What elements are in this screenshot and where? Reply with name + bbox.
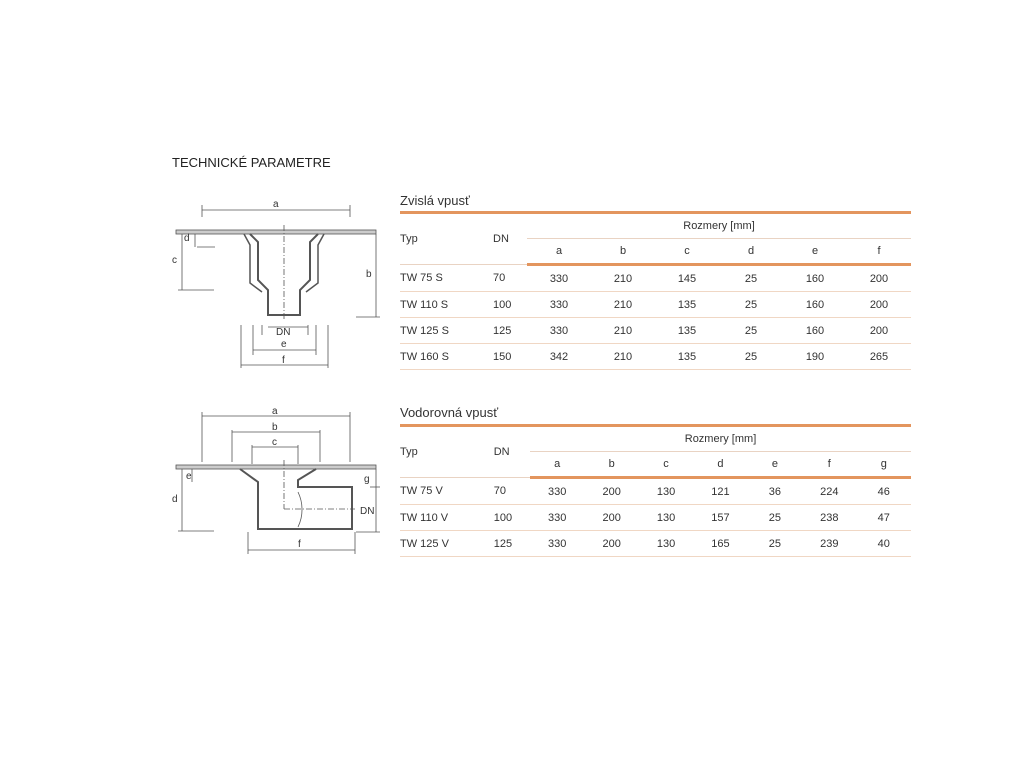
table-row <box>400 531 911 557</box>
cell-g: 40 <box>857 531 911 557</box>
cell-type: TW 75 S <box>400 265 493 292</box>
cell-e: 190 <box>783 344 847 370</box>
cell-c: 130 <box>639 531 693 557</box>
table-row <box>400 292 911 318</box>
label-a: a <box>272 406 278 417</box>
cell-dn: 100 <box>493 292 527 318</box>
cell-d: 165 <box>693 531 747 557</box>
label-dn: DN <box>276 327 291 338</box>
header-c: c <box>655 239 719 265</box>
vertical-drain-diagram <box>170 195 395 375</box>
horizontal-spec-table <box>400 424 911 557</box>
header-b: b <box>591 239 655 265</box>
cell-b: 200 <box>584 505 638 531</box>
label-e: e <box>186 471 192 482</box>
cell-c: 145 <box>655 265 719 292</box>
cell-e: 25 <box>748 505 802 531</box>
header-b: b <box>584 452 638 478</box>
cell-f: 200 <box>847 318 911 344</box>
cell-d: 25 <box>719 292 783 318</box>
cell-c: 130 <box>639 478 693 505</box>
cell-type: TW 110 S <box>400 292 493 318</box>
cell-dn: 70 <box>494 478 530 505</box>
cell-e: 36 <box>748 478 802 505</box>
header-dimensions: Rozmery [mm] <box>527 213 911 239</box>
cell-d: 25 <box>719 344 783 370</box>
header-dimensions: Rozmery [mm] <box>530 426 911 452</box>
header-d: d <box>719 239 783 265</box>
cell-b: 200 <box>584 478 638 505</box>
cell-dn: 125 <box>493 318 527 344</box>
label-a: a <box>273 199 279 210</box>
cell-e: 160 <box>783 292 847 318</box>
cell-dn: 100 <box>494 505 530 531</box>
label-c: c <box>272 437 277 448</box>
cell-a: 330 <box>527 265 591 292</box>
cell-f: 238 <box>802 505 856 531</box>
cell-c: 130 <box>639 505 693 531</box>
cell-a: 330 <box>530 478 584 505</box>
cell-e: 160 <box>783 318 847 344</box>
label-dn: DN <box>360 506 375 517</box>
label-b: b <box>366 269 372 280</box>
cell-type: TW 110 V <box>400 505 494 531</box>
cell-b: 210 <box>591 265 655 292</box>
header-type: Typ <box>400 213 493 265</box>
cell-type: TW 160 S <box>400 344 493 370</box>
header-e: e <box>748 452 802 478</box>
cell-b: 210 <box>591 292 655 318</box>
table-row <box>400 478 911 505</box>
label-e: e <box>281 339 287 350</box>
cell-type: TW 125 S <box>400 318 493 344</box>
cell-g: 47 <box>857 505 911 531</box>
cell-f: 239 <box>802 531 856 557</box>
vertical-table-title: Zvislá vpusť <box>400 193 470 208</box>
cell-a: 330 <box>530 531 584 557</box>
cell-d: 25 <box>719 265 783 292</box>
label-c: c <box>172 255 177 266</box>
cell-f: 265 <box>847 344 911 370</box>
label-g: g <box>364 474 370 485</box>
header-e: e <box>783 239 847 265</box>
cell-f: 224 <box>802 478 856 505</box>
cell-a: 330 <box>527 292 591 318</box>
cell-b: 210 <box>591 318 655 344</box>
cell-a: 342 <box>527 344 591 370</box>
label-d: d <box>184 233 190 244</box>
label-d: d <box>172 494 178 505</box>
header-a: a <box>527 239 591 265</box>
cell-c: 135 <box>655 292 719 318</box>
header-f: f <box>802 452 856 478</box>
cell-d: 25 <box>719 318 783 344</box>
cell-d: 121 <box>693 478 747 505</box>
cell-c: 135 <box>655 318 719 344</box>
vertical-spec-table <box>400 211 911 370</box>
header-f: f <box>847 239 911 265</box>
label-b: b <box>272 422 278 433</box>
cell-b: 200 <box>584 531 638 557</box>
header-c: c <box>639 452 693 478</box>
cell-dn: 70 <box>493 265 527 292</box>
header-d: d <box>693 452 747 478</box>
cell-f: 200 <box>847 265 911 292</box>
header-dn: DN <box>493 213 527 265</box>
page-title: TECHNICKÉ PARAMETRE <box>172 155 331 170</box>
horizontal-table-title: Vodorovná vpusť <box>400 405 499 420</box>
cell-dn: 150 <box>493 344 527 370</box>
header-type: Typ <box>400 426 494 478</box>
cell-e: 160 <box>783 265 847 292</box>
cell-c: 135 <box>655 344 719 370</box>
table-row <box>400 505 911 531</box>
cell-f: 200 <box>847 292 911 318</box>
cell-a: 330 <box>530 505 584 531</box>
horizontal-drain-diagram <box>170 402 395 557</box>
header-g: g <box>857 452 911 478</box>
header-dn: DN <box>494 426 530 478</box>
cell-e: 25 <box>748 531 802 557</box>
table-row <box>400 344 911 370</box>
cell-type: TW 125 V <box>400 531 494 557</box>
cell-type: TW 75 V <box>400 478 494 505</box>
table-row <box>400 318 911 344</box>
cell-a: 330 <box>527 318 591 344</box>
header-a: a <box>530 452 584 478</box>
cell-b: 210 <box>591 344 655 370</box>
table-row <box>400 265 911 292</box>
cell-d: 157 <box>693 505 747 531</box>
cell-g: 46 <box>857 478 911 505</box>
label-f: f <box>282 355 285 366</box>
label-f: f <box>298 539 301 550</box>
cell-dn: 125 <box>494 531 530 557</box>
